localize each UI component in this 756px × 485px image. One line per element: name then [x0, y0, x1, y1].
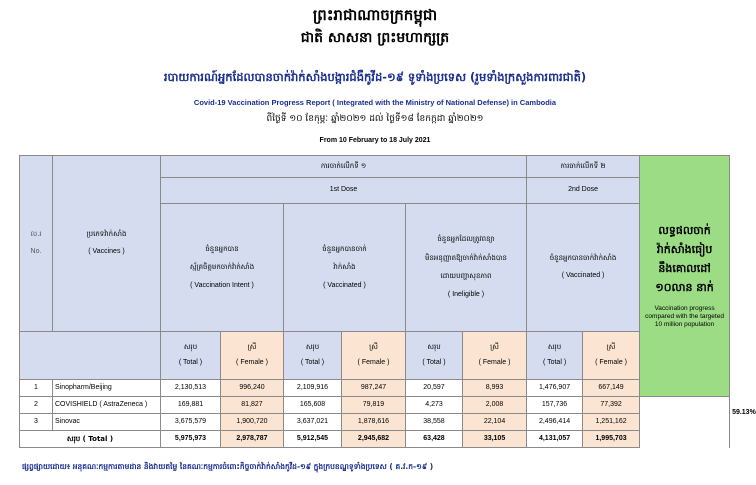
cell-intent-female: 1,900,720: [221, 414, 284, 431]
cell-inel-total: 38,558: [406, 414, 463, 431]
sum-vacc2-total: 4,131,057: [527, 431, 583, 448]
cell-vacc2-total: 1,476,907: [527, 380, 583, 397]
result-label-2: វ៉ាក់សាំងធៀប: [656, 243, 713, 257]
header-total-vacc2: [527, 332, 583, 380]
total-en: ( Total ): [300, 359, 325, 366]
header-female-vacc1: [342, 332, 406, 380]
header-ineligible: [406, 204, 527, 332]
header-inel-km2: មិនអនុញ្ញាតឱ្យចាក់វ៉ាក់សាំងបាន: [425, 253, 507, 262]
header-intent-km2: ស្ម័គ្រចិត្តមកចាក់វ៉ាក់សាំង: [189, 263, 255, 272]
header-female-inel: [463, 332, 527, 380]
female-en: ( Female ): [236, 359, 268, 366]
row-no: 3: [20, 414, 53, 431]
header-inel-en: ( Ineligible ): [447, 290, 485, 298]
header-vaccines-en: ( Vaccines ): [88, 248, 125, 256]
sum-intent-female: 2,978,787: [221, 431, 284, 448]
cell-vacc1-total: 165,608: [284, 397, 342, 414]
cell-intent-female: 996,240: [221, 380, 284, 397]
cell-vacc1-female: 987,247: [342, 380, 406, 397]
cell-vacc1-total: 3,637,021: [284, 414, 342, 431]
header-intent-en: ( Vaccination Intent ): [190, 281, 254, 289]
header-inel-km3: ដោយបញ្ហាសុខភាព: [440, 272, 492, 281]
female-en: ( Female ): [478, 359, 511, 366]
header-vaccines-km: ប្រភេទវ៉ាក់សាំង: [86, 229, 127, 238]
date-range-english: From 10 February to 18 July 2021: [319, 137, 431, 144]
header-vacc2-km: ចំនួនអ្នកបានចាក់វ៉ាក់សាំង: [549, 253, 617, 262]
publisher-footnote: ផ្សព្វផ្សាយដោយ៖ អនុគណៈកម្មការតាមដាន និងវាយតម្លៃ នៃគណៈកម្មការចំពោះកិច្ចចាក់វ៉ាក់សាំងកូវីដ-១៩ ក្នុងក្របខណ្ឌទូទាំងប្រទេស ( គ.វ.ក-១៩ ): [22, 462, 434, 471]
female-km: ស្រី: [369, 343, 378, 352]
cell-intent-female: 81,827: [221, 397, 284, 414]
total-en: ( Total ): [422, 359, 446, 366]
table-row: 1 Sinopharm/Beijing 2,130,513 996,240 2,109,916 987,247 20,597 8,993 1,476,907 667,149 59.13%: [20, 380, 730, 397]
total-km: សរុប: [183, 343, 198, 352]
header-spacer: [20, 332, 161, 380]
cell-inel-female: 8,993: [463, 380, 527, 397]
header-total-vacc1: [284, 332, 342, 380]
result-label-3: នឹងគោលដៅ: [658, 261, 711, 275]
female-km: ស្រី: [247, 343, 257, 352]
sum-vacc2-female: 1,995,703: [583, 431, 640, 448]
header-vaccines: [53, 156, 161, 332]
cell-vacc2-female: 1,251,162: [583, 414, 640, 431]
sum-inel-female: 33,105: [463, 431, 527, 448]
total-km: សរុប: [547, 343, 562, 352]
header-no-km: ល.រ: [30, 229, 42, 238]
date-range-khmer: ពីថ្ងៃទី ១០ ខែកុម្ភៈ ឆ្នាំ២០២១ ដល់ ថ្ងៃទី១៨ ខែកក្កដា ឆ្នាំ២០២១: [266, 114, 484, 124]
header-dose1-km: ការចាក់លើកទី ១: [161, 156, 527, 178]
table-row: [20, 414, 730, 431]
cell-vacc1-female: 1,878,616: [342, 414, 406, 431]
row-no: 2: [20, 397, 53, 414]
sum-vacc1-female: 2,945,682: [342, 431, 406, 448]
vaccination-table: [19, 155, 756, 448]
header-no-en: No.: [30, 248, 42, 256]
cell-vacc2-female: 667,149: [583, 380, 640, 397]
header-dose2-km: ការចាក់លើកទី ២: [527, 156, 640, 178]
female-en: ( Female ): [595, 359, 627, 366]
total-en: ( Total ): [178, 359, 203, 366]
cell-intent-total: 3,675,579: [161, 414, 221, 431]
female-en: ( Female ): [357, 359, 390, 366]
row-vaccine: Sinopharm/Beijing: [53, 380, 161, 397]
total-km: សរុប: [305, 343, 320, 352]
sum-intent-total: 5,975,973: [161, 431, 221, 448]
total-km: សរុប: [427, 343, 441, 352]
cell-inel-total: 20,597: [406, 380, 463, 397]
result-header: [640, 156, 730, 397]
header-inel-km1: ចំនួនអ្នកដែលត្រូវពន្យា: [437, 235, 495, 244]
cell-vacc1-female: 79,819: [342, 397, 406, 414]
header-dose2-en: 2nd Dose: [527, 178, 640, 204]
total-row-label: សរុប ( Total ): [20, 431, 161, 448]
table-row: [20, 397, 730, 414]
report-title-khmer: របាយការណ៍អ្នកដែលបានចាក់វ៉ាក់សាំងបង្ការជំងឺកូវីដ-១៩ ទូទាំងប្រទេស (រួមទាំងក្រសួងការពារជាតិ): [163, 70, 587, 84]
female-km: ស្រី: [606, 343, 616, 352]
report-title-english: Covid-19 Vaccination Progress Report ( Integrated with the Ministry of National Defense) in Cambodia: [193, 98, 557, 107]
cell-inel-female: 2,008: [463, 397, 527, 414]
header-female-intent: [221, 332, 284, 380]
national-motto: ជាតិ សាសនា ព្រះមហាក្សត្រ: [300, 30, 450, 46]
cell-inel-total: 4,273: [406, 397, 463, 414]
cell-vacc2-total: 2,496,414: [527, 414, 583, 431]
result-label-4: ១០លាន នាក់: [655, 280, 714, 294]
cell-vacc2-total: 157,736: [527, 397, 583, 414]
header-total-intent: [161, 332, 221, 380]
total-row: [20, 431, 730, 448]
header-vaccinated2: [527, 204, 640, 332]
row-vaccine: COVISHIELD ( AstraZeneca ): [53, 397, 161, 414]
header-dose1-en: 1st Dose: [161, 178, 527, 204]
header-vacc1-km2: វ៉ាក់សាំង: [333, 263, 356, 272]
result-label-1: លទ្ធផលចាក់: [658, 224, 711, 238]
kingdom-title: ព្រះរាជាណាចក្រកម្ពុជា: [312, 6, 438, 24]
header-intent: [161, 204, 284, 332]
header-vacc1-km1: ចំនួនអ្នកបានចាក់: [322, 244, 367, 253]
header-vacc2-en: ( Vaccinated ): [561, 272, 605, 280]
header-intent-km1: ចំនួនអ្នកបាន: [205, 244, 239, 253]
header-vacc1-en: ( Vaccinated ): [323, 281, 366, 289]
total-en: ( Total ): [542, 359, 567, 366]
header-vaccinated1: [284, 204, 406, 332]
female-km: ស្រី: [490, 343, 499, 352]
cell-intent-total: 169,881: [161, 397, 221, 414]
row-no: 1: [20, 380, 53, 397]
cell-intent-total: 2,130,513: [161, 380, 221, 397]
cell-vacc1-total: 2,109,916: [284, 380, 342, 397]
sum-vacc1-total: 5,912,545: [284, 431, 342, 448]
sum-inel-total: 63,428: [406, 431, 463, 448]
cell-vacc2-female: 77,392: [583, 397, 640, 414]
row-vaccine: Sinovac: [53, 414, 161, 431]
header-female-vacc2: [583, 332, 640, 380]
header-no: [20, 156, 53, 332]
header-total-inel: [406, 332, 463, 380]
result-label-en: Vaccination progress compared with the targeted 10 million population: [645, 305, 724, 329]
cell-inel-female: 22,104: [463, 414, 527, 431]
